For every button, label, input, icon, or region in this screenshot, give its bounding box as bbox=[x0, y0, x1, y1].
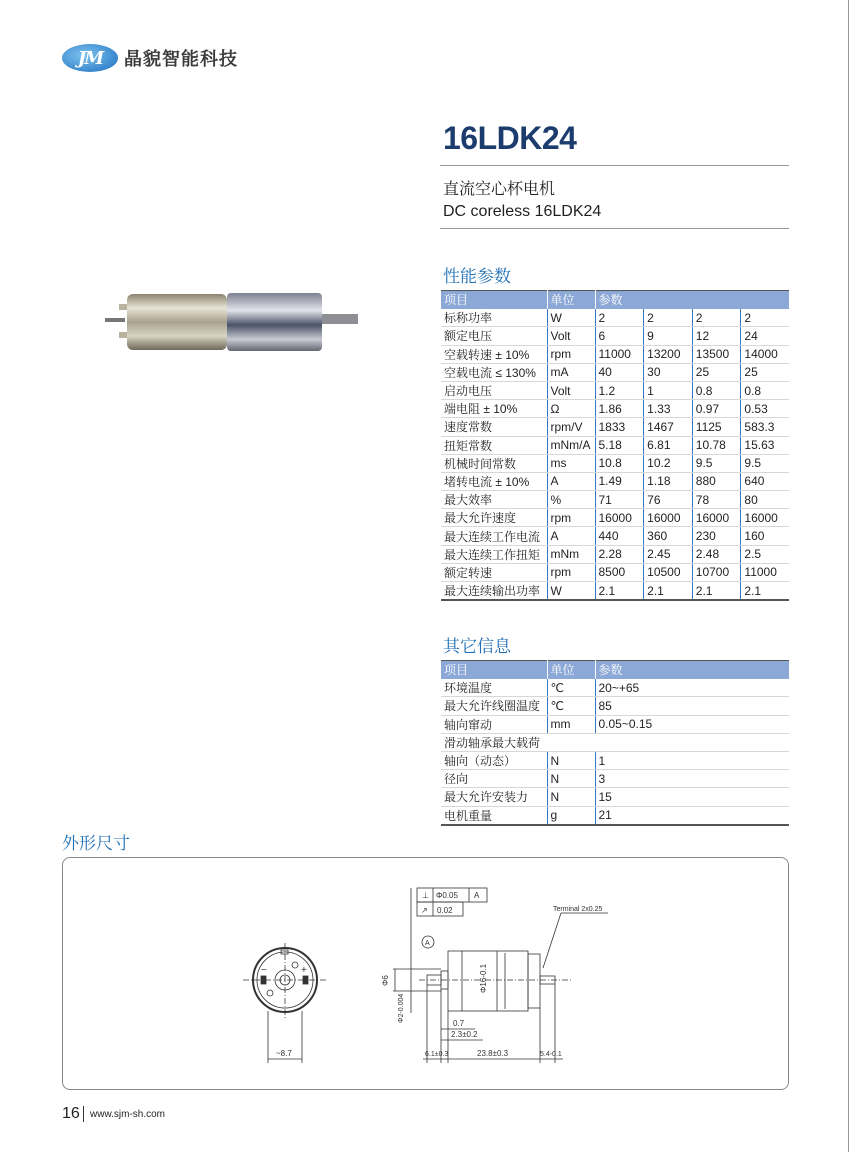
table-cell: 24 bbox=[741, 327, 789, 345]
table-cell: 额定电压 bbox=[441, 327, 547, 345]
table-row bbox=[441, 381, 789, 399]
table-cell: 堵转电流 ± 10% bbox=[441, 472, 547, 490]
table-cell: 1467 bbox=[644, 418, 693, 436]
dim-23-8: 23.8±0.3 bbox=[477, 1049, 509, 1058]
table-cell: 速度常数 bbox=[441, 418, 547, 436]
table-cell: W bbox=[547, 309, 595, 327]
table-cell: 2.5 bbox=[741, 545, 789, 563]
table-cell: Volt bbox=[547, 327, 595, 345]
table-cell: 2.1 bbox=[644, 582, 693, 601]
table-cell: 1.33 bbox=[644, 400, 693, 418]
table-cell: 2.28 bbox=[595, 545, 644, 563]
table-cell: ℃ bbox=[547, 697, 595, 715]
table-cell: % bbox=[547, 491, 595, 509]
table-cell: 1833 bbox=[595, 418, 644, 436]
table-row bbox=[441, 509, 789, 527]
table-row bbox=[441, 436, 789, 454]
table-header-row bbox=[441, 661, 789, 679]
divider bbox=[440, 165, 789, 166]
table-cell: 机械时间常数 bbox=[441, 454, 547, 472]
dim-0-7: 0.7 bbox=[453, 1019, 465, 1028]
table-cell: 640 bbox=[741, 472, 789, 490]
table-cell: 11000 bbox=[741, 563, 789, 581]
table-cell: 14000 bbox=[741, 345, 789, 363]
table-cell: 2.1 bbox=[595, 582, 644, 601]
table-cell: 13200 bbox=[644, 345, 693, 363]
column-header: 参数 bbox=[595, 661, 789, 679]
table-cell: 3 bbox=[595, 770, 789, 788]
table-cell: 21 bbox=[595, 806, 789, 825]
table-row bbox=[441, 806, 789, 825]
table-cell: ms bbox=[547, 454, 595, 472]
product-subtitle-cn: 直流空心杯电机 bbox=[443, 181, 556, 198]
dim-6-1: 6.1±0.3 bbox=[425, 1051, 449, 1058]
table-cell: 轴向（动态） bbox=[441, 751, 547, 769]
table-header-row bbox=[441, 291, 789, 309]
table-cell: 78 bbox=[692, 491, 741, 509]
table-cell: 9.5 bbox=[741, 454, 789, 472]
table-cell: 20~+65 bbox=[595, 679, 789, 697]
dimensions-section-title: 外形尺寸 bbox=[62, 834, 130, 853]
table-cell: 1.86 bbox=[595, 400, 644, 418]
table-cell: 0.97 bbox=[692, 400, 741, 418]
table-cell: Volt bbox=[547, 381, 595, 399]
table-cell: 最大连续输出功率 bbox=[441, 582, 547, 601]
table-cell: 2.1 bbox=[741, 582, 789, 601]
table-cell: N bbox=[547, 770, 595, 788]
column-header: 项目 bbox=[441, 661, 547, 679]
table-cell: mNm bbox=[547, 545, 595, 563]
table-cell: 最大连续工作扭矩 bbox=[441, 545, 547, 563]
runout-tol: 0.02 bbox=[437, 906, 453, 915]
table-cell: 71 bbox=[595, 491, 644, 509]
table-cell: 启动电压 bbox=[441, 381, 547, 399]
datum-circle-label: A bbox=[425, 940, 430, 947]
divider bbox=[440, 228, 789, 229]
table-cell: rpm bbox=[547, 509, 595, 527]
shaft-diameter-dim: Φ6 bbox=[381, 975, 390, 986]
table-cell: 径向 bbox=[441, 770, 547, 788]
svg-text:⊥: ⊥ bbox=[422, 891, 429, 900]
table-cell: 10500 bbox=[644, 563, 693, 581]
table-cell: 最大允许安装力 bbox=[441, 788, 547, 806]
table-cell: 最大效率 bbox=[441, 491, 547, 509]
table-cell: 80 bbox=[741, 491, 789, 509]
terminal-note: Terminal 2x0.25 bbox=[553, 906, 603, 913]
table-row bbox=[441, 418, 789, 436]
table-cell: 电机重量 bbox=[441, 806, 547, 825]
table-row bbox=[441, 788, 789, 806]
website-url: www.sjm-sh.com bbox=[90, 1109, 166, 1120]
table-row bbox=[441, 715, 789, 733]
table-cell: 0.05~0.15 bbox=[595, 715, 789, 733]
table-cell: rpm/V bbox=[547, 418, 595, 436]
svg-text:↗: ↗ bbox=[421, 906, 428, 915]
product-model-title: 16LDK24 bbox=[443, 120, 577, 156]
table-row bbox=[441, 327, 789, 345]
table-cell: rpm bbox=[547, 345, 595, 363]
table-cell: 端电阻 ± 10% bbox=[441, 400, 547, 418]
front-width-dim: ~8.7 bbox=[276, 1049, 292, 1058]
table-cell: A bbox=[547, 472, 595, 490]
table-row bbox=[441, 400, 789, 418]
table-row bbox=[441, 733, 789, 751]
table-row bbox=[441, 472, 789, 490]
table-cell: 最大允许速度 bbox=[441, 509, 547, 527]
table-cell: W bbox=[547, 582, 595, 601]
table-cell: 10.78 bbox=[692, 436, 741, 454]
table-cell: mNm/A bbox=[547, 436, 595, 454]
table-cell: 10700 bbox=[692, 563, 741, 581]
table-cell: 0.8 bbox=[692, 381, 741, 399]
table-cell: 230 bbox=[692, 527, 741, 545]
motor-photo bbox=[105, 288, 365, 363]
table-row bbox=[441, 345, 789, 363]
table-row bbox=[441, 491, 789, 509]
product-subtitle-en: DC coreless 16LDK24 bbox=[443, 203, 602, 220]
table-cell: 13500 bbox=[692, 345, 741, 363]
table-cell: 11000 bbox=[595, 345, 644, 363]
table-cell: N bbox=[547, 751, 595, 769]
company-name: 晶貌智能科技 bbox=[124, 49, 238, 70]
table-row bbox=[441, 527, 789, 545]
table-cell: 12 bbox=[692, 327, 741, 345]
column-header: 项目 bbox=[441, 291, 547, 309]
table-cell: 360 bbox=[644, 527, 693, 545]
table-cell: 1 bbox=[595, 751, 789, 769]
table-cell: ℃ bbox=[547, 679, 595, 697]
table-cell: 1 bbox=[644, 381, 693, 399]
table-cell: 空载转速 ± 10% bbox=[441, 345, 547, 363]
table-cell: 880 bbox=[692, 472, 741, 490]
datum-label: A bbox=[474, 891, 480, 900]
table-cell: mA bbox=[547, 363, 595, 381]
table-row bbox=[441, 679, 789, 697]
table-cell: 1.2 bbox=[595, 381, 644, 399]
table-cell: 2.48 bbox=[692, 545, 741, 563]
minus-mark: − bbox=[261, 965, 267, 976]
table-cell: 15.63 bbox=[741, 436, 789, 454]
table-cell: 2 bbox=[644, 309, 693, 327]
table-cell: g bbox=[547, 806, 595, 825]
table-row bbox=[441, 582, 789, 601]
table-cell: mm bbox=[547, 715, 595, 733]
dim-5-4: 5.4-0.1 bbox=[540, 1051, 562, 1058]
table-cell: 1.49 bbox=[595, 472, 644, 490]
table-cell: 空载电流 ≤ 130% bbox=[441, 363, 547, 381]
table-cell: 9 bbox=[644, 327, 693, 345]
other-info-table bbox=[441, 660, 789, 826]
table-row bbox=[441, 309, 789, 327]
table-cell: N bbox=[547, 788, 595, 806]
column-header: 单位 bbox=[547, 661, 595, 679]
table-cell: 10.8 bbox=[595, 454, 644, 472]
table-cell: 160 bbox=[741, 527, 789, 545]
table-cell: 25 bbox=[741, 363, 789, 381]
table-cell: 40 bbox=[595, 363, 644, 381]
other-info-section-title: 其它信息 bbox=[443, 637, 511, 656]
footer-divider bbox=[83, 1106, 84, 1122]
table-cell: 10.2 bbox=[644, 454, 693, 472]
table-cell: A bbox=[547, 527, 595, 545]
table-row bbox=[441, 751, 789, 769]
table-cell: 16000 bbox=[595, 509, 644, 527]
table-cell: 76 bbox=[644, 491, 693, 509]
table-cell: 6 bbox=[595, 327, 644, 345]
table-cell: 16000 bbox=[741, 509, 789, 527]
logo-mark: JM bbox=[62, 44, 118, 72]
column-header: 参数 bbox=[595, 291, 789, 309]
table-cell: 16000 bbox=[644, 509, 693, 527]
table-row bbox=[441, 697, 789, 715]
table-cell: 5.18 bbox=[595, 436, 644, 454]
perpendicularity-tol: Φ0.05 bbox=[436, 891, 458, 900]
table-cell: 1.18 bbox=[644, 472, 693, 490]
table-cell: 25 bbox=[692, 363, 741, 381]
page-number: 16 bbox=[62, 1105, 80, 1122]
table-cell: 2 bbox=[692, 309, 741, 327]
flange-diameter-dim: Φ2-0.004 bbox=[398, 993, 405, 1023]
table-cell: 2 bbox=[595, 309, 644, 327]
table-cell: 滑动轴承最大载荷 bbox=[441, 733, 789, 751]
dim-2-3: 2.3±0.2 bbox=[451, 1030, 478, 1039]
table-cell: 2.1 bbox=[692, 582, 741, 601]
table-row bbox=[441, 363, 789, 381]
body-diameter-dim: Φ16-0.1 bbox=[479, 963, 488, 993]
table-row bbox=[441, 563, 789, 581]
table-row bbox=[441, 770, 789, 788]
table-cell: 环境温度 bbox=[441, 679, 547, 697]
table-row bbox=[441, 545, 789, 563]
table-row bbox=[441, 454, 789, 472]
table-cell: 85 bbox=[595, 697, 789, 715]
company-logo bbox=[62, 44, 238, 72]
table-cell: 最大允许线圈温度 bbox=[441, 697, 547, 715]
plus-mark: + bbox=[301, 965, 307, 976]
table-cell: 2 bbox=[741, 309, 789, 327]
table-cell: 30 bbox=[644, 363, 693, 381]
table-cell: 15 bbox=[595, 788, 789, 806]
table-cell: rpm bbox=[547, 563, 595, 581]
table-cell: 0.53 bbox=[741, 400, 789, 418]
table-cell: 2.45 bbox=[644, 545, 693, 563]
table-cell: 轴向窜动 bbox=[441, 715, 547, 733]
table-cell: 最大连续工作电流 bbox=[441, 527, 547, 545]
table-cell: 标称功率 bbox=[441, 309, 547, 327]
column-header: 单位 bbox=[547, 291, 595, 309]
table-cell: 0.8 bbox=[741, 381, 789, 399]
table-cell: 440 bbox=[595, 527, 644, 545]
table-cell: 6.81 bbox=[644, 436, 693, 454]
table-cell: 16000 bbox=[692, 509, 741, 527]
table-cell: 9.5 bbox=[692, 454, 741, 472]
table-cell: 583.3 bbox=[741, 418, 789, 436]
table-cell: 8500 bbox=[595, 563, 644, 581]
performance-section-title: 性能参数 bbox=[443, 267, 511, 286]
table-cell: 1125 bbox=[692, 418, 741, 436]
table-cell: 扭矩常数 bbox=[441, 436, 547, 454]
performance-table bbox=[441, 290, 789, 601]
table-cell: Ω bbox=[547, 400, 595, 418]
dimension-drawing bbox=[243, 883, 609, 1073]
table-cell: 额定转速 bbox=[441, 563, 547, 581]
